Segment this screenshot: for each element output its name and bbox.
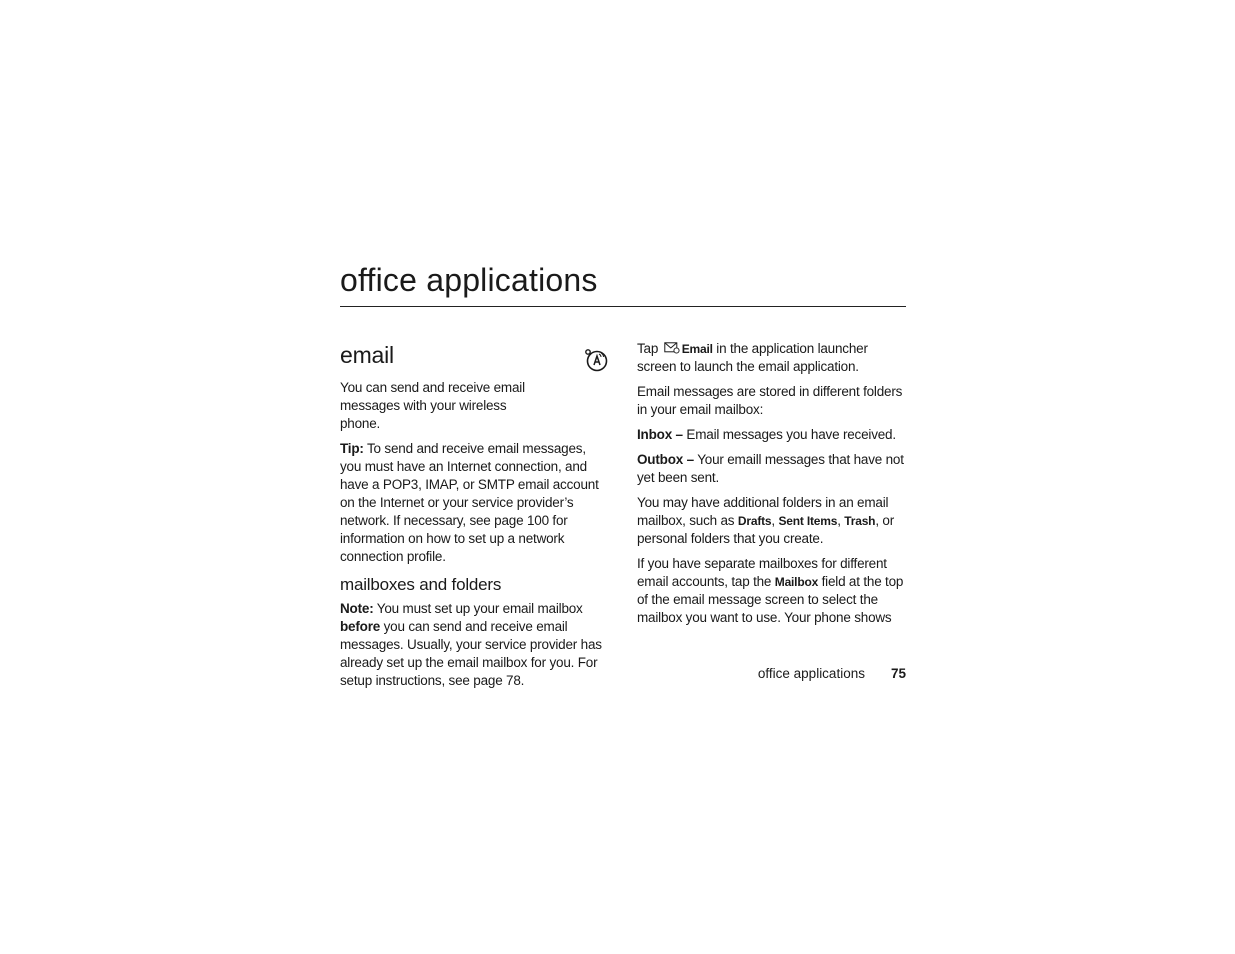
left-column [340,340,608,697]
footer-section-name: office applications [757,666,865,681]
trash-label: Trash [844,514,876,528]
separate-mailboxes [637,555,907,627]
email-heading-text: email [340,342,394,368]
additional-text-2: , or personal folders that you create. [637,513,895,546]
separate-text-2: field at the top of the email message screen to select the mailbox you want to use. Your phone shows [637,574,904,625]
tip-text: To send and receive email messages, you must have an Internet connection, and have a POP3, IMAP, or SMTP email account on the Internet or your service provider’s network. If necessary, see page 100 for information on how to set up a network connection profile. [340,441,599,564]
note-label: Note: [340,601,374,616]
tip-label: Tip: [340,441,364,456]
page-number: 75 [890,666,906,681]
outbox-label: Outbox – [637,452,694,467]
email-app-label: Email [681,342,713,356]
tap-text-2: in the application launcher screen to launch the email application. [637,341,868,374]
additional-text-1: You may have additional folders in an email mailbox, such as [637,495,889,528]
comma-1: , [771,513,779,528]
tap-email-instruction [637,340,907,376]
email-intro: You can send and receive email messages with your wireless phone. [340,380,525,431]
envelope-icon [664,342,680,354]
separate-text-1: If you have separate mailboxes for different email accounts, tap the [637,556,887,589]
comma-2: , [837,513,845,528]
title-divider [340,306,906,307]
page-footer [600,666,906,681]
tap-text-1: Tap [637,341,662,356]
section-heading-email [340,340,608,370]
note-text-1: You must set up your email mailbox [373,601,583,616]
note-text-2: you can send and receive email messages. Usually, your service provider has already set up the email mailbox for you. For setup instructions, see page 78. [340,619,602,688]
network-service-icon [584,348,608,372]
sent-items-label: Sent Items [778,514,838,528]
inbox-text: Email messages you have received. [682,427,896,442]
outbox-text: Your emaill messages that have not yet been sent. [637,452,904,485]
note-before: before [340,619,381,634]
inbox-definition [637,426,907,444]
page-title: office applications [340,262,598,298]
mailboxes-note [340,600,608,690]
outbox-definition [637,451,907,487]
section-heading-mailboxes: mailboxes and folders [340,575,502,594]
drafts-label: Drafts [737,514,772,528]
right-column [637,340,907,634]
email-tip [340,440,608,566]
folders-intro: Email messages are stored in different folders in your email mailbox: [637,384,903,417]
additional-folders [637,494,907,548]
inbox-label: Inbox – [637,427,683,442]
mailbox-field-label: Mailbox [774,575,819,589]
